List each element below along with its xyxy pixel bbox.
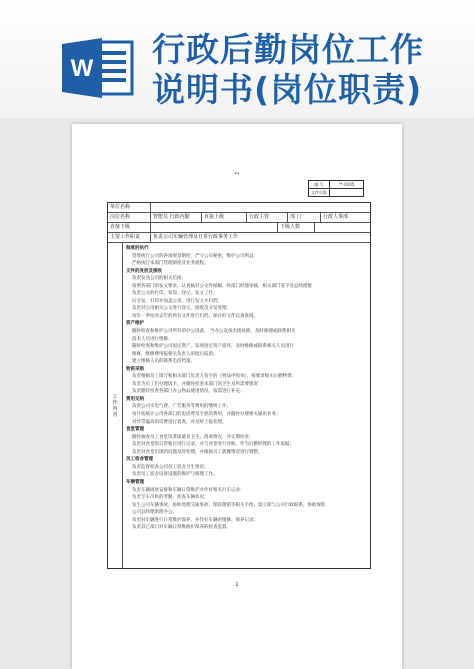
section-heading: 制度的执行 (126, 246, 149, 251)
code-label: 编 号 (309, 181, 330, 188)
list-item: 公司总经理助理办公； (132, 510, 177, 516)
list-item: 负责根据员工填写和相关部门负责人签字的《物品申购单》，按要求购买后勤物资； (132, 374, 297, 380)
work-content-label: 工 作 内 容 (108, 243, 123, 568)
work-content-section (108, 243, 370, 568)
dept-value: 行政人事部 (323, 214, 349, 220)
superior-label: 直接上级 (202, 213, 247, 222)
list-item: 负责公文的打印、复印、登记、发文工作； (132, 291, 218, 297)
list-item: 负责监督检查公司员工宿舍卫生情况； (132, 464, 209, 470)
table-row (108, 203, 370, 213)
document-page (72, 124, 402, 669)
subordinate-label: 直接下级 (108, 223, 151, 232)
list-item: 负责发送公司的相关信函； (132, 276, 186, 282)
list-item: 随时检查和维护公司固定资产，发现固定资产损坏，及时维修或联系相关人员进行 (132, 344, 294, 350)
list-item: 负责对车辆进行日常维护保养，并作好车辆的维修、保养记录； (132, 517, 258, 523)
list-item: 负责对食堂的日常账目进行记录，并与食堂进行对账，作为后勤经理的工作依据； (132, 442, 294, 448)
banner-title-line2: 说明书(岗位职责) (152, 70, 423, 109)
list-item: 负责员工宿舍设备设施的维护与修理工作。 (132, 472, 218, 478)
list-item: 负责对公司相关公文进行登记、接收及分发处理； (132, 306, 231, 312)
code-box (308, 180, 364, 197)
banner (0, 0, 474, 118)
page-number: 1 (235, 582, 239, 588)
list-item: 负责车辆调度安排和车辆日常维护并作好相关行车记录； (132, 487, 245, 493)
main-duty-label: 主要工作职责 (108, 233, 151, 242)
list-item: 负责公司水电气费、广告服务等费用的缴纳工作； (132, 404, 231, 410)
list-item: 后分发，打印并加盖公章，进行发文并归档； (132, 298, 222, 304)
list-item: 发生公司车辆事故，协助处理交通事故、保险理赔等相关手续，需立即与公司行政联系，协助保险 (132, 502, 326, 508)
position-value: 智能员 行政内勤 (151, 213, 202, 222)
section-heading: 物资采购 (126, 366, 144, 372)
sub-count-value (315, 223, 370, 232)
section-heading: 资产维护 (126, 321, 144, 327)
banner-title (152, 30, 470, 110)
section-heading: 费用交纳 (126, 396, 144, 402)
unit-label: 单位名称 (108, 203, 151, 212)
list-item: 每月底统计公司各部门的电话费及手机的费用，并随时办理相关通讯业务； (132, 412, 281, 418)
section-heading: 员工宿舍管理 (126, 457, 153, 463)
document-mark: ** (234, 172, 240, 178)
word-icon (60, 36, 136, 100)
list-item: 维修，维修费用报相关负责人审批后报销； (132, 351, 218, 357)
page-count-value (330, 189, 363, 196)
list-item: 负责其它部门对车辆日常维修护保养的检查监督。 (132, 525, 231, 531)
section-heading: 车辆管理 (126, 479, 144, 485)
dept-label: 部 门 (288, 213, 321, 222)
subordinate-value (151, 223, 278, 232)
section-heading: 食堂管理 (126, 427, 144, 433)
job-description-table (107, 202, 371, 569)
list-item: 负责对食堂出现的问题及时处理，并根据员工就餐情况进行调整。 (132, 449, 263, 455)
section-heading: 文件的发放及接收 (126, 268, 162, 274)
list-item: 负责专车司机的考勤，检查车辆状况； (132, 495, 209, 501)
page-count-label: 文件页数 (309, 189, 330, 196)
list-item: 负责随时检查各部门办公物品使用情况，按需进行补充； (132, 389, 245, 395)
main-duty-value: 负责公司车辆管理及日常行政事务工作 (153, 234, 239, 240)
list-item: 对异常偏高的话费进行追查，并及时上报处理。 (132, 419, 227, 425)
list-item: 严格执行本部门管理制度及业务流程。 (132, 261, 209, 267)
unit-value (151, 203, 370, 212)
superior-value: 行政主管 (247, 213, 288, 222)
list-item: 随时抽查员工食堂饭菜质量及卫生、消毒情况，并定期检查； (132, 434, 254, 440)
position-label: 岗位名称 (108, 213, 151, 222)
list-item: 贯彻执行公司的各项规章制度，严守公司秘密，维护公司利益； (132, 253, 258, 259)
list-item: 负责为员工们办理饭卡，并随时检查本部门的卫生及所需要情况 (132, 381, 258, 387)
list-item: 每年一季度对去年的所有文件进行归档，保存好文件以备查阅。 (132, 313, 258, 319)
table-row (108, 223, 370, 233)
list-item: 随时检查和维护公司所有的办公设备， 当办公设备出现故障，及时修理或联系相关 (132, 329, 296, 335)
list-item: 技术人员进行维修； (132, 336, 173, 342)
banner-title-line1: 行政后勤岗位工作 (152, 30, 424, 69)
table-row (108, 213, 370, 223)
code-value: **-0105 (338, 182, 355, 187)
table-row (108, 233, 370, 243)
list-item: 按照各部门的发文要求，认真核对公文件纸稿，经部门经理审核，相关部门签字及总经理批 (132, 283, 312, 289)
svg-text:W: W (70, 55, 94, 82)
sub-count-label: 下级人数 (278, 223, 315, 232)
list-item: 建立维修人员的联系电话档案。 (132, 359, 195, 365)
work-content-lines (123, 243, 370, 568)
